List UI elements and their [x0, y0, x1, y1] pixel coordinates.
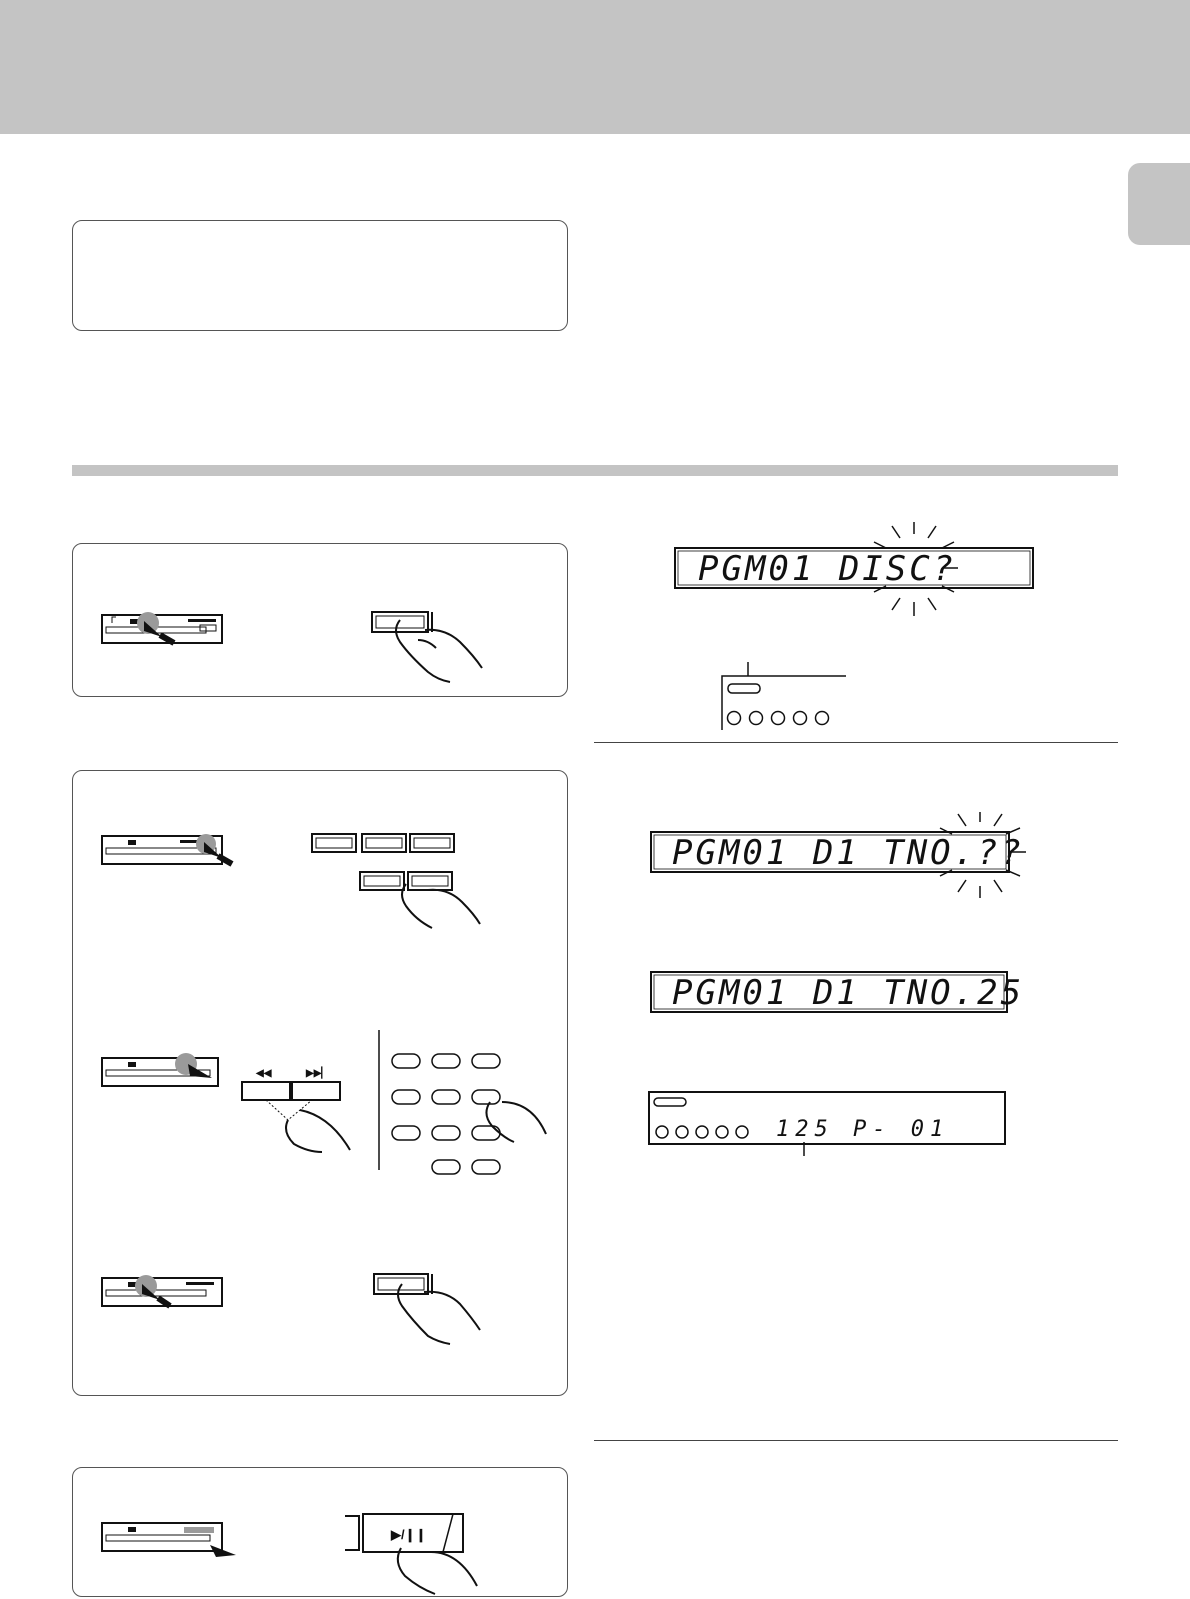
status-display-text: 125 P- 01 [776, 1117, 950, 1142]
numeric-keypad [378, 1030, 563, 1180]
display-disc-text: PGM01 DISC? [698, 549, 957, 589]
display-track-set [650, 970, 1025, 1016]
display-track-prompt-text: PGM01 D1 TNO.?? [672, 833, 1025, 873]
disc-buttons [310, 832, 510, 932]
step1-unit-illustration [100, 605, 225, 645]
skip-forward-button [292, 1082, 340, 1100]
section-divider [72, 465, 1118, 476]
display-disc-prompt [674, 520, 1044, 620]
rule-1 [594, 742, 1118, 743]
step3-button-press [345, 1512, 495, 1597]
skip-forward-label: ▶▶▏ [306, 1068, 330, 1079]
display-track-prompt [650, 812, 1045, 902]
step2-button-press [372, 1272, 492, 1352]
step2-unit-illustration-b [100, 1050, 225, 1090]
status-display [648, 1090, 1008, 1170]
note-box [72, 220, 568, 331]
skip-back-button [242, 1082, 290, 1100]
step1-button-press [370, 610, 490, 690]
step2-unit-illustration-c [100, 1270, 225, 1310]
section-tab [1128, 163, 1190, 245]
indicator-panel-1 [720, 660, 850, 730]
header-band [0, 0, 1190, 134]
play-pause-label: ▶/❙❙ [391, 1527, 427, 1542]
step3-unit-illustration [100, 1517, 240, 1562]
step2-unit-illustration-a [100, 828, 235, 868]
display-track-set-text: PGM01 D1 TNO.25 [672, 973, 1025, 1013]
rule-2 [594, 1440, 1118, 1441]
skip-buttons [240, 1066, 375, 1156]
skip-back-label: ◀◀ [256, 1068, 272, 1079]
